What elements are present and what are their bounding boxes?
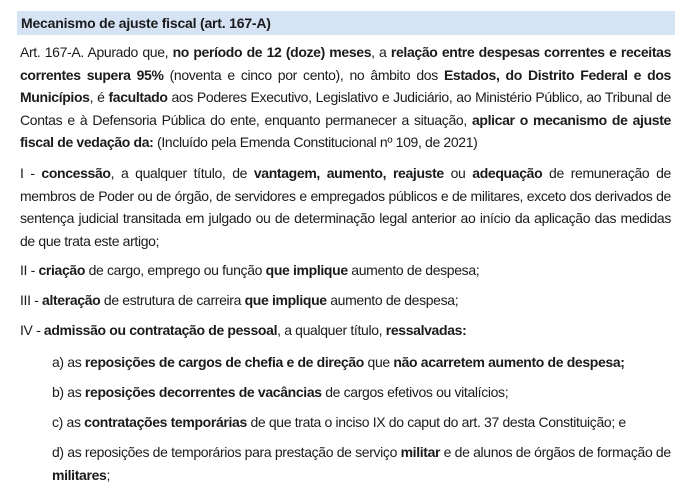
bold-text-run: que implique xyxy=(244,292,327,308)
subitem-d xyxy=(52,441,677,486)
item-iv xyxy=(20,319,671,342)
text-run: a) as xyxy=(52,354,85,370)
text-run: aumento de despesa; xyxy=(326,292,459,308)
text-run: II - xyxy=(20,262,39,278)
subitem-a xyxy=(52,351,677,374)
text-run: (Incluído pela Emenda Constitucional nº 109, de 2021) xyxy=(153,134,478,150)
text-run: que xyxy=(364,354,394,370)
text-run: aos Poderes Executivo, Legislativo e Judiciário, ao Ministério Público, ao Tribunal de Contas e à Defensoria Pública do ente, enquanto permanecer a situação, xyxy=(20,89,671,128)
bold-text-run: militares xyxy=(52,466,107,483)
bold-text-run: alteração xyxy=(42,292,101,308)
bold-text-run: vantagem, aumento, reajuste xyxy=(253,165,444,181)
bold-text-run: que implique xyxy=(265,262,348,278)
bold-text-run: admissão ou contratação de pessoal xyxy=(43,322,278,338)
bold-text-run: relação entre despesas correntes e receitas correntes supera 95% xyxy=(20,44,672,83)
bold-text-run: concessão xyxy=(41,165,111,181)
bold-text-run: Estados, do Distrito Federal e dos Municípios xyxy=(20,66,671,105)
bold-text-run: facultado xyxy=(108,89,168,105)
text-run: de estrutura de carreira xyxy=(100,292,245,308)
text-run: ou xyxy=(443,165,473,181)
text-run: I - xyxy=(20,165,42,181)
text-run: ; xyxy=(106,466,110,483)
text-run: , a qualquer título, xyxy=(277,322,386,338)
subitem-c xyxy=(52,411,677,434)
text-run: de que trata o inciso IX do caput do art. 37 desta Constituição; e xyxy=(246,414,626,430)
bold-text-run: reposições decorrentes de vacâncias xyxy=(84,384,322,400)
bold-text-run: militar xyxy=(400,444,441,460)
text-run: de remuneração de membros de Poder ou de órgão, de servidores e empregados públicos e de militares, exceto dos derivados de sentença judicial transitada em julgado ou de determinação legal anterior ao início da aplicação das medidas de que trata este artigo; xyxy=(20,165,671,249)
text-run: (noventa e cinco por cento), no âmbito dos xyxy=(163,66,444,83)
text-run: d) as reposições de temporários para prestação de serviço xyxy=(52,444,401,460)
text-run: , a xyxy=(371,44,391,60)
text-run: IV - xyxy=(20,322,44,338)
text-run: de cargo, emprego ou função xyxy=(85,262,266,278)
text-run: aumento de despesa; xyxy=(347,262,480,278)
item-iii xyxy=(20,289,671,312)
text-run: , a qualquer título, de xyxy=(110,165,254,181)
text-run: , é xyxy=(89,89,109,105)
article-paragraph xyxy=(20,41,671,154)
item-ii xyxy=(20,259,671,282)
text-run: e de alunos de órgãos de formação de xyxy=(440,444,671,460)
bold-text-run: criação xyxy=(38,262,86,278)
bold-text-run: contratações temporárias xyxy=(84,414,247,430)
section-header: Mecanismo de ajuste fiscal (art. 167-A) xyxy=(17,11,675,35)
text-run: III - xyxy=(20,292,43,308)
subitem-b xyxy=(52,381,677,404)
bold-text-run: adequação xyxy=(472,165,543,181)
bold-text-run: aplicar o mecanismo de ajuste fiscal de vedação da: xyxy=(20,111,671,150)
bold-text-run: ressalvadas: xyxy=(385,322,467,338)
item-i xyxy=(20,162,671,252)
text-run: b) as xyxy=(52,384,85,400)
text-run: Art. 167-A. Apurado que, xyxy=(20,44,173,60)
bold-text-run: reposições de cargos de chefia e de direção xyxy=(84,354,364,370)
text-run: de cargos efetivos ou vitalícios; xyxy=(321,384,509,400)
bold-text-run: no período de 12 (doze) meses xyxy=(172,44,372,60)
bold-text-run: não acarretem aumento de despesa; xyxy=(393,354,625,370)
text-run: c) as xyxy=(52,414,85,430)
